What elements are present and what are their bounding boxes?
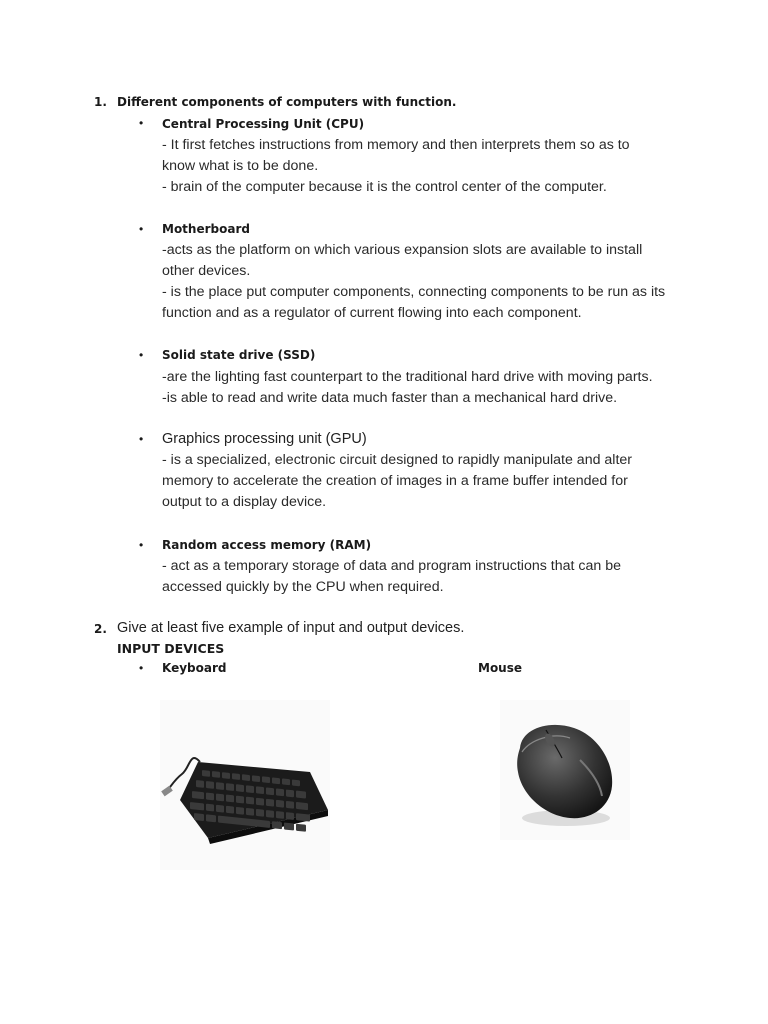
ssd-line-2: -is able to read and write data much faster than a mechanical hard drive. [162,390,618,406]
q2-title: Give at least five example of input and output devices. [117,620,465,636]
cpu-line-2: know what is to be done. [162,158,319,174]
bullet-ram: • [139,538,144,552]
q1-title: Different components of computers with function. [117,95,457,109]
motherboard-line-3: - is the place put computer components, connecting components to be run as its [162,284,666,300]
input-devices-heading: INPUT DEVICES [117,641,225,656]
heading-ram: Random access memory (RAM) [162,538,372,552]
ram-line-1: - act as a temporary storage of data and program instructions that can be [162,558,621,574]
motherboard-line-4: function and as a regulator of current flowing into each component. [162,305,582,321]
heading-motherboard: Motherboard [162,222,250,236]
label-mouse: Mouse [478,661,523,675]
q2-number: 2. [94,622,107,636]
heading-gpu: Graphics processing unit (GPU) [162,431,367,447]
heading-cpu: Central Processing Unit (CPU) [162,117,365,131]
gpu-line-1: - is a specialized, electronic circuit designed to rapidly manipulate and alter [162,452,633,468]
mouse-image [500,700,630,840]
ram-line-2: accessed quickly by the CPU when required. [162,579,444,595]
bullet-gpu: • [139,432,144,446]
cpu-line-1: - It first fetches instructions from memory and then interprets them so as to [162,137,630,153]
bullet-motherboard: • [139,222,144,236]
bullet-cpu: • [139,116,144,130]
cpu-line-3: - brain of the computer because it is the control center of the computer. [162,179,607,195]
keyboard-icon [160,700,330,870]
bullet-keyboard: • [139,661,144,675]
q1-number: 1. [94,95,107,109]
label-keyboard: Keyboard [162,661,227,675]
motherboard-line-1: -acts as the platform on which various expansion slots are available to install [162,242,643,258]
heading-ssd: Solid state drive (SSD) [162,348,316,362]
bullet-ssd: • [139,348,144,362]
mouse-icon [500,700,630,840]
gpu-line-3: output to a display device. [162,494,327,510]
ssd-line-1: -are the lighting fast counterpart to the traditional hard drive with moving parts. [162,369,653,385]
motherboard-line-2: other devices. [162,263,251,279]
gpu-line-2: memory to accelerate the creation of images in a frame buffer intended for [162,473,628,489]
keyboard-image [160,700,330,870]
